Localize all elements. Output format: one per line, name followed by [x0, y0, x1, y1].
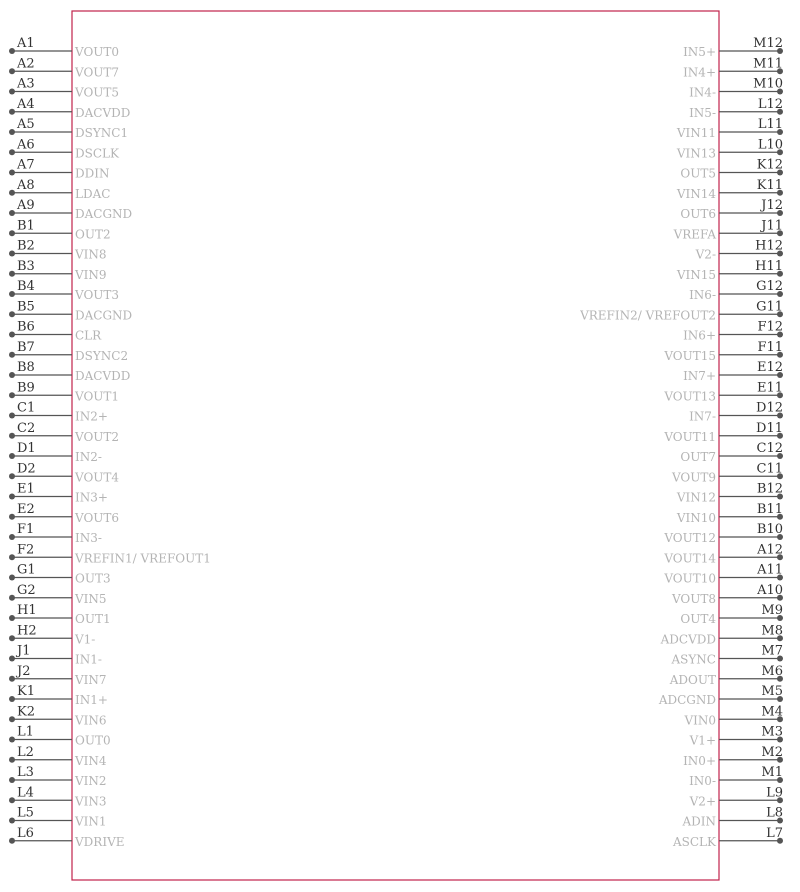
pin-number: A5: [17, 117, 35, 132]
pin-number: J11: [761, 218, 783, 234]
pin-number: A9: [17, 198, 35, 213]
pin-end-dot: [9, 595, 15, 601]
pin-end-dot: [9, 554, 15, 560]
pin-name: DACVDD: [75, 369, 131, 383]
pin-name: VIN3: [75, 794, 107, 809]
pin-right-L7: [672, 826, 783, 849]
pin-name: DDIN: [75, 166, 110, 181]
pin-number: E12: [756, 360, 783, 375]
pin-number: L5: [17, 805, 34, 821]
pin-number: L2: [17, 744, 34, 760]
pin-number: L4: [17, 785, 34, 801]
pin-number: E11: [756, 380, 783, 396]
pin-end-dot: [9, 737, 15, 743]
pin-number: A1: [17, 36, 35, 51]
pin-number: K11: [756, 177, 783, 193]
pin-end-dot: [9, 311, 15, 317]
pin-number: M10: [753, 76, 783, 92]
pin-end-dot: [9, 372, 15, 378]
pin-name: IN0-: [689, 774, 716, 788]
pin-name: ASCLK: [672, 834, 716, 849]
pin-name: IN6-: [689, 288, 716, 302]
pin-name: VOUT2: [75, 429, 120, 444]
pin-number: B10: [756, 522, 783, 537]
pin-name: VOUT13: [664, 389, 716, 404]
pin-number: M2: [761, 744, 783, 760]
pin-name: VOUT3: [75, 288, 120, 302]
pin-name: VIN1: [75, 814, 107, 829]
pin-name: VDRIVE: [75, 834, 125, 849]
pin-end-dot: [9, 89, 15, 95]
pin-left-L6: [9, 826, 125, 849]
pin-name: V2-: [695, 247, 716, 262]
pin-end-dot: [9, 575, 15, 581]
pin-name: OUT2: [75, 227, 111, 242]
pin-name: LDAC: [75, 186, 111, 201]
pin-name: V2+: [689, 794, 716, 809]
pin-name: VOUT0: [75, 45, 120, 59]
pin-name: OUT3: [75, 571, 111, 586]
pin-number: A4: [17, 96, 35, 112]
pin-number: L10: [757, 137, 783, 153]
pin-end-dot: [9, 149, 15, 155]
pin-number: J2: [17, 663, 31, 679]
pin-number: L3: [17, 765, 34, 780]
pin-end-dot: [9, 352, 15, 358]
pin-end-dot: [9, 797, 15, 803]
pin-name: VOUT11: [664, 429, 716, 444]
pin-name: DACVDD: [75, 105, 131, 120]
pin-name: VOUT5: [75, 85, 120, 100]
pin-number: D1: [17, 441, 36, 456]
pin-number: A8: [17, 177, 35, 193]
pin-name: DSYNC2: [75, 348, 129, 363]
pin-end-dot: [9, 251, 15, 257]
right-pin-group: [579, 36, 783, 849]
pin-name: OUT5: [680, 166, 716, 181]
pin-name: IN7+: [683, 369, 716, 383]
pin-name: ADCVDD: [660, 632, 716, 647]
pin-number: B12: [756, 481, 783, 497]
pin-name: VOUT12: [664, 531, 716, 545]
pin-name: VIN10: [676, 510, 716, 525]
pin-number: D11: [756, 420, 783, 436]
pin-number: G2: [17, 582, 36, 598]
pin-number: B6: [17, 319, 35, 335]
pin-number: C2: [17, 420, 36, 436]
pin-number: B1: [17, 218, 35, 234]
pin-number: M9: [761, 603, 783, 618]
pin-number: K12: [756, 157, 783, 173]
pin-end-dot: [9, 514, 15, 520]
pin-number: J12: [761, 198, 783, 213]
pin-number: D12: [756, 400, 783, 416]
pin-number: B7: [17, 339, 35, 355]
pin-end-dot: [9, 696, 15, 702]
pin-number: L12: [757, 96, 783, 112]
pin-number: J1: [17, 643, 31, 659]
pin-name: IN5-: [689, 105, 716, 120]
pin-number: L8: [766, 805, 783, 821]
pin-end-dot: [9, 210, 15, 216]
pin-end-dot: [9, 777, 15, 783]
pin-number: F2: [17, 542, 35, 558]
pin-name: VOUT10: [664, 571, 716, 586]
pin-name: IN6+: [683, 328, 716, 343]
pin-number: L6: [17, 825, 34, 841]
pin-number: H1: [17, 603, 37, 618]
pin-name: OUT7: [680, 450, 716, 464]
pin-number: B5: [17, 299, 35, 315]
pin-name: IN2-: [75, 450, 102, 464]
pin-name: IN3-: [75, 531, 102, 545]
pin-end-dot: [9, 635, 15, 641]
pin-name: VIN4: [75, 753, 107, 768]
pin-name: IN1-: [75, 652, 102, 667]
pin-name: VIN9: [75, 267, 107, 282]
pin-number: M6: [761, 663, 783, 679]
pin-name: IN5+: [683, 45, 716, 59]
pin-number: L9: [766, 785, 783, 801]
pin-number: A7: [17, 157, 35, 173]
pin-number: F12: [757, 319, 783, 335]
pin-name: VIN15: [676, 267, 716, 282]
pin-end-dot: [9, 413, 15, 419]
pin-name: VIN0: [684, 713, 716, 728]
pin-number: B2: [17, 238, 35, 254]
pin-number: F11: [757, 339, 783, 355]
pin-name: VREFIN2/ VREFOUT2: [580, 308, 716, 323]
pin-number: A12: [757, 542, 783, 558]
pin-end-dot: [9, 332, 15, 338]
pin-number: B8: [17, 360, 35, 375]
pin-number: E2: [17, 501, 35, 517]
pin-end-dot: [9, 453, 15, 459]
pin-name: OUT1: [75, 612, 111, 626]
pin-end-dot: [9, 656, 15, 662]
pin-number: B9: [17, 380, 35, 396]
pin-name: V1-: [75, 632, 96, 647]
pin-end-dot: [9, 818, 15, 824]
pin-name: VIN11: [676, 126, 716, 140]
component-body-outline: [72, 11, 719, 880]
pin-end-dot: [9, 676, 15, 682]
pin-name: ADOUT: [669, 672, 716, 687]
pin-end-dot: [9, 615, 15, 621]
pin-number: B4: [17, 279, 35, 294]
pin-number: C1: [17, 400, 36, 416]
pin-name: ADIN: [682, 814, 716, 829]
pin-number: M3: [761, 724, 783, 740]
pin-name: IN4+: [683, 65, 716, 80]
pin-name: ASYNC: [671, 652, 716, 667]
pin-end-dot: [9, 291, 15, 297]
pin-end-dot: [9, 757, 15, 763]
pin-end-dot: [9, 271, 15, 277]
pin-name: IN1+: [75, 693, 108, 707]
pin-end-dot: [9, 68, 15, 74]
pin-end-dot: [9, 494, 15, 500]
pin-name: VOUT7: [75, 65, 120, 80]
pin-number: A6: [17, 137, 35, 153]
pin-number: K2: [17, 704, 35, 720]
pin-number: L7: [766, 825, 783, 841]
pin-name: VOUT8: [671, 591, 716, 606]
pin-name: OUT0: [75, 733, 111, 748]
pin-end-dot: [9, 230, 15, 236]
pin-name: VIN8: [75, 247, 107, 262]
pin-end-dot: [9, 392, 15, 398]
pin-name: OUT6: [680, 207, 716, 221]
pin-number: C12: [756, 441, 783, 456]
pin-number: G1: [17, 562, 36, 578]
pin-end-dot: [9, 48, 15, 54]
pin-name: IN2+: [75, 409, 108, 424]
pin-name: IN0+: [683, 753, 716, 768]
pin-number: M12: [753, 36, 783, 51]
pin-number: L1: [17, 724, 34, 740]
pin-end-dot: [9, 190, 15, 196]
pin-number: B3: [17, 258, 35, 274]
pin-number: M5: [761, 684, 783, 699]
pin-number: H11: [755, 258, 783, 274]
pin-name: DACGND: [75, 207, 133, 221]
pin-number: G12: [756, 279, 783, 294]
pin-name: DACGND: [75, 308, 133, 323]
pin-name: VIN14: [676, 186, 716, 201]
pin-number: E1: [17, 481, 35, 497]
pin-end-dot: [9, 109, 15, 115]
pin-name: VIN2: [75, 774, 107, 788]
pin-name: VIN7: [75, 672, 107, 687]
pin-name: ADCGND: [658, 693, 716, 707]
pin-name: VIN12: [676, 490, 716, 505]
pin-number: H2: [17, 623, 37, 639]
pin-end-dot: [9, 170, 15, 176]
pin-right-G11: [579, 299, 783, 322]
left-pin-group: [9, 36, 211, 849]
pin-name: VOUT4: [75, 470, 120, 485]
pin-number: H12: [755, 238, 783, 254]
pin-end-dot: [9, 129, 15, 135]
pin-number: B11: [756, 501, 783, 517]
pin-number: F1: [17, 522, 35, 537]
pin-name: OUT4: [680, 612, 716, 626]
pin-name: VOUT6: [75, 510, 120, 525]
pin-end-dot: [9, 433, 15, 439]
pin-number: A10: [757, 582, 783, 598]
pin-name: DSYNC1: [75, 126, 129, 140]
pin-name: IN3+: [75, 490, 108, 505]
pin-number: M7: [761, 643, 783, 659]
pin-end-dot: [9, 473, 15, 479]
pin-number: L11: [757, 117, 783, 132]
pin-name: VOUT1: [75, 389, 120, 404]
pin-left-F2: [9, 542, 211, 565]
pin-end-dot: [9, 534, 15, 540]
pin-number: C11: [756, 461, 783, 477]
pin-name: VREFIN1/ VREFOUT1: [75, 551, 211, 566]
pin-name: VREFA: [673, 227, 716, 242]
pin-number: M1: [761, 765, 783, 780]
pin-number: M4: [761, 704, 783, 720]
pin-name: V1+: [689, 733, 716, 748]
pin-name: IN7-: [689, 409, 716, 424]
pin-name: VOUT15: [664, 348, 716, 363]
pin-name: CLR: [75, 328, 102, 343]
pin-number: G11: [756, 299, 783, 315]
pin-name: VIN5: [75, 591, 107, 606]
pin-number: A2: [17, 56, 35, 72]
pin-name: DSCLK: [75, 146, 119, 161]
pin-name: VIN13: [676, 146, 716, 161]
pin-name: VOUT9: [671, 470, 716, 485]
pin-number: M11: [753, 56, 783, 72]
pin-number: M8: [761, 623, 783, 639]
pin-number: A11: [757, 562, 783, 578]
pin-name: VIN6: [75, 713, 107, 728]
pin-number: A3: [17, 76, 35, 92]
pin-end-dot: [9, 716, 15, 722]
pin-end-dot: [9, 838, 15, 844]
pin-name: IN4-: [689, 85, 716, 100]
pin-number: K1: [17, 684, 35, 699]
pin-number: D2: [17, 461, 36, 477]
pin-name: VOUT14: [664, 551, 716, 566]
